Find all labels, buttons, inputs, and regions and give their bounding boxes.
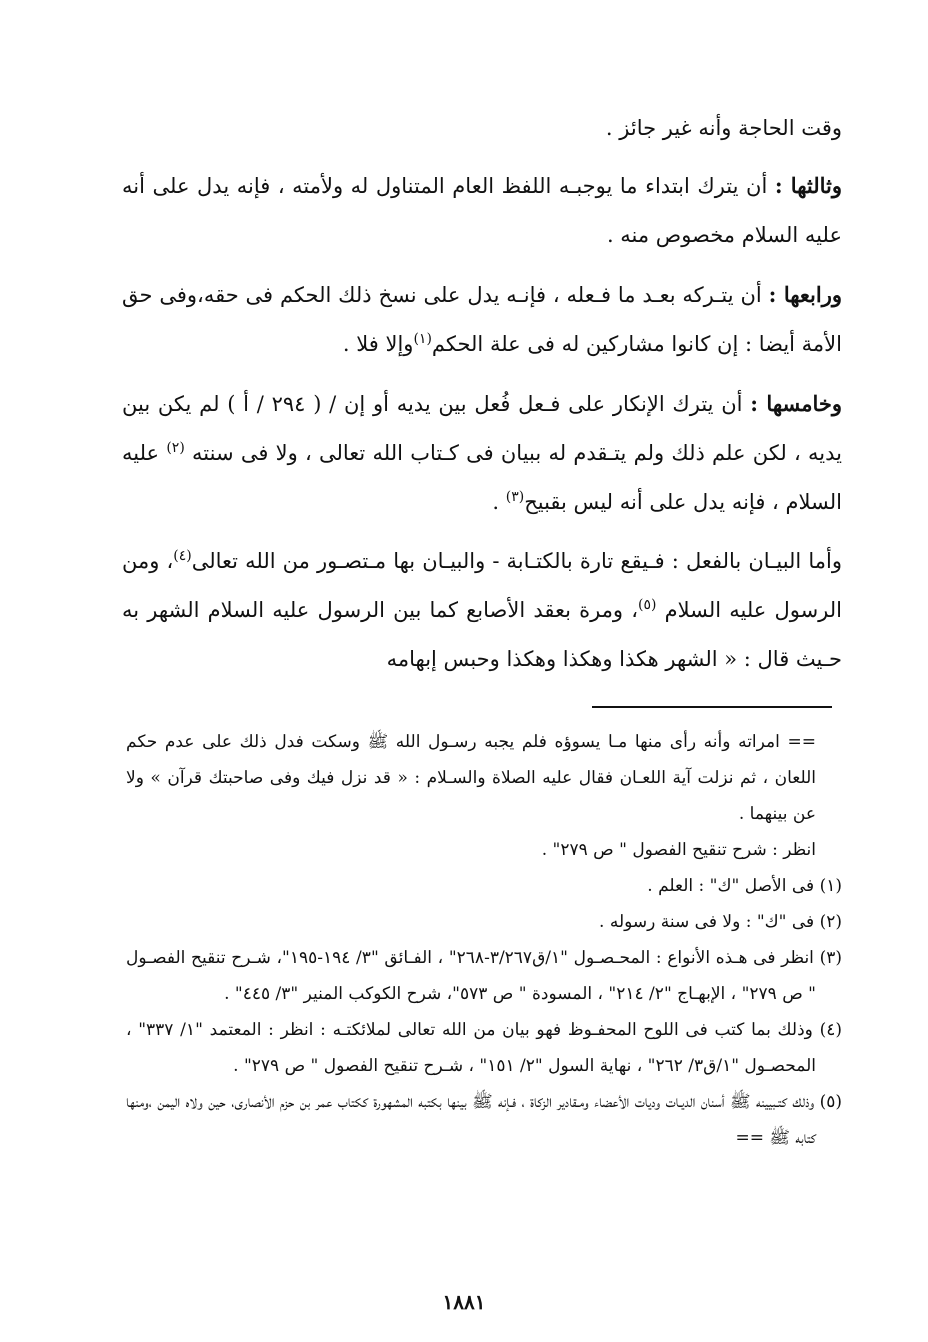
footnote-separator bbox=[592, 706, 832, 708]
footnote-ref-1: (١) bbox=[413, 331, 432, 347]
footnote-ref-2: (٢) bbox=[166, 440, 185, 456]
paragraph-4-text-a: أن يترك الإنكار على فـعل فُعل بين يديه أو إن / ( ٢٩٤ / أ ) لم يكن بين يديه ، لكن علم ذلك ولم يتـقدم له ببيان فى كـتاب الله تعالى ، ولا فى سنته bbox=[122, 392, 842, 465]
paragraph-1 bbox=[122, 104, 842, 153]
paragraph-3-lead: ورابعها : bbox=[768, 282, 843, 307]
paragraph-2-text: أن يترك ابتداء ما يوجبـه اللفظ العام المتناول له ولأمته ، فإنه يدل على أنه عليه السلام مخصوص منه . bbox=[122, 174, 842, 247]
paragraph-4 bbox=[122, 379, 842, 527]
main-text bbox=[122, 104, 842, 694]
paragraph-2-lead: وثالثها : bbox=[774, 173, 843, 198]
footnote-ref-5: (٥) bbox=[638, 597, 657, 613]
paragraph-3-text-b: وإلا فلا . bbox=[342, 332, 414, 356]
footnote-2: (٢) فى "ك" : ولا فى سنة رسوله . bbox=[599, 912, 842, 932]
paragraph-3-text-a: أن يتـركه بعـد ما فـعله ، فإنـه يدل على نسخ ذلك الحكم فى حقه،وفى حق الأمة أيضا : إن كانوا مشاركين له فى علة الحكم bbox=[122, 283, 842, 356]
footnote-continuation-2: انظر : شرح تنقيح الفصول " ص ٢٧٩" . bbox=[541, 840, 816, 860]
page-number: ١٨٨١ bbox=[442, 1290, 486, 1314]
paragraph-2 bbox=[122, 161, 842, 260]
paragraph-1-text: وقت الحاجة وأنه غير جائز . bbox=[605, 116, 842, 140]
paragraph-4-text-c: . bbox=[492, 490, 506, 514]
footnotes bbox=[126, 724, 842, 1156]
footnote-continuation-1: == امراته وأنه رأى منها مـا يسوؤه فلم يجبه رسـول الله ﷺ وسكت فدل ذلك على عدم حكم اللعان ، ثم نزلت آية اللعـان فقال عليه الصلاة والسـلام : « قد نزل فيك وفى صاحبتك قرآن » ولا عن بينهما . bbox=[126, 732, 816, 824]
footnote-5: (٥) وذلك كتـبيينه ﷺ أسنان الديـات وديات الأعضاء ومـقادير الزكاة ، فـإنه ﷺ بينها بكتبه المشهورة ككتاب عمر بن حزم الأنصارى، حين ولاه اليمن ،ومنها كتابه ﷺ == bbox=[126, 1092, 842, 1148]
paragraph-3 bbox=[122, 270, 842, 369]
paragraph-4-text-b: عليه السلام ، فإنه يدل على أنه ليس بقبيح bbox=[122, 441, 842, 514]
paragraph-5 bbox=[122, 537, 842, 684]
footnote-ref-3: (٣) bbox=[505, 489, 525, 505]
footnote-4: (٤) وذلك بما كتب فى اللوح المحفـوظ فهو بيان من الله تعالى لملائكتـه : انظر : المعتمد "١/ ٣٣٧" ، المحصـول "١/ق٣/ ٢٦٢" ، نهاية السول "٢/ ١٥١" ، شـرح تنقيح الفصول " ص ٢٧٩" . bbox=[126, 1020, 842, 1076]
footnote-1: (١) فى الأصل "ك" : العلم . bbox=[647, 876, 842, 896]
footnote-3: (٣) انظر فى هـذه الأنواع : المحـصـول "١/ق٣/٢٦٧-٢٦٨" ، الفـائق "٣/ ١٩٤-١٩٥"، شـرح تنقيح الفصـول " ص ٢٧٩" ، الإبهـاج "٢/ ٢١٤" ، المسودة " ص ٥٧٣"، شرح الكوكب المنير "٣/ ٤٤٥" . bbox=[126, 948, 842, 1004]
footnote-ref-4: (٤) bbox=[173, 548, 192, 564]
paragraph-5-text-c: ، ومرة بعقد الأصابع كما بين الرسول عليه السلام الشهر به حـيث قال : « الشهر هكذا وهكذا وهكذا وحبس إبهامه bbox=[122, 598, 842, 671]
paragraph-5-text-b: ، ومن الرسول عليه السلام bbox=[122, 549, 842, 622]
paragraph-5-text-a: وأما البيـان بالفعل : فـيقع تارة بالكتـابة - والبيـان بها مـتصـور من الله تعالى bbox=[191, 549, 842, 573]
paragraph-4-lead: وخامسها : bbox=[750, 391, 843, 416]
